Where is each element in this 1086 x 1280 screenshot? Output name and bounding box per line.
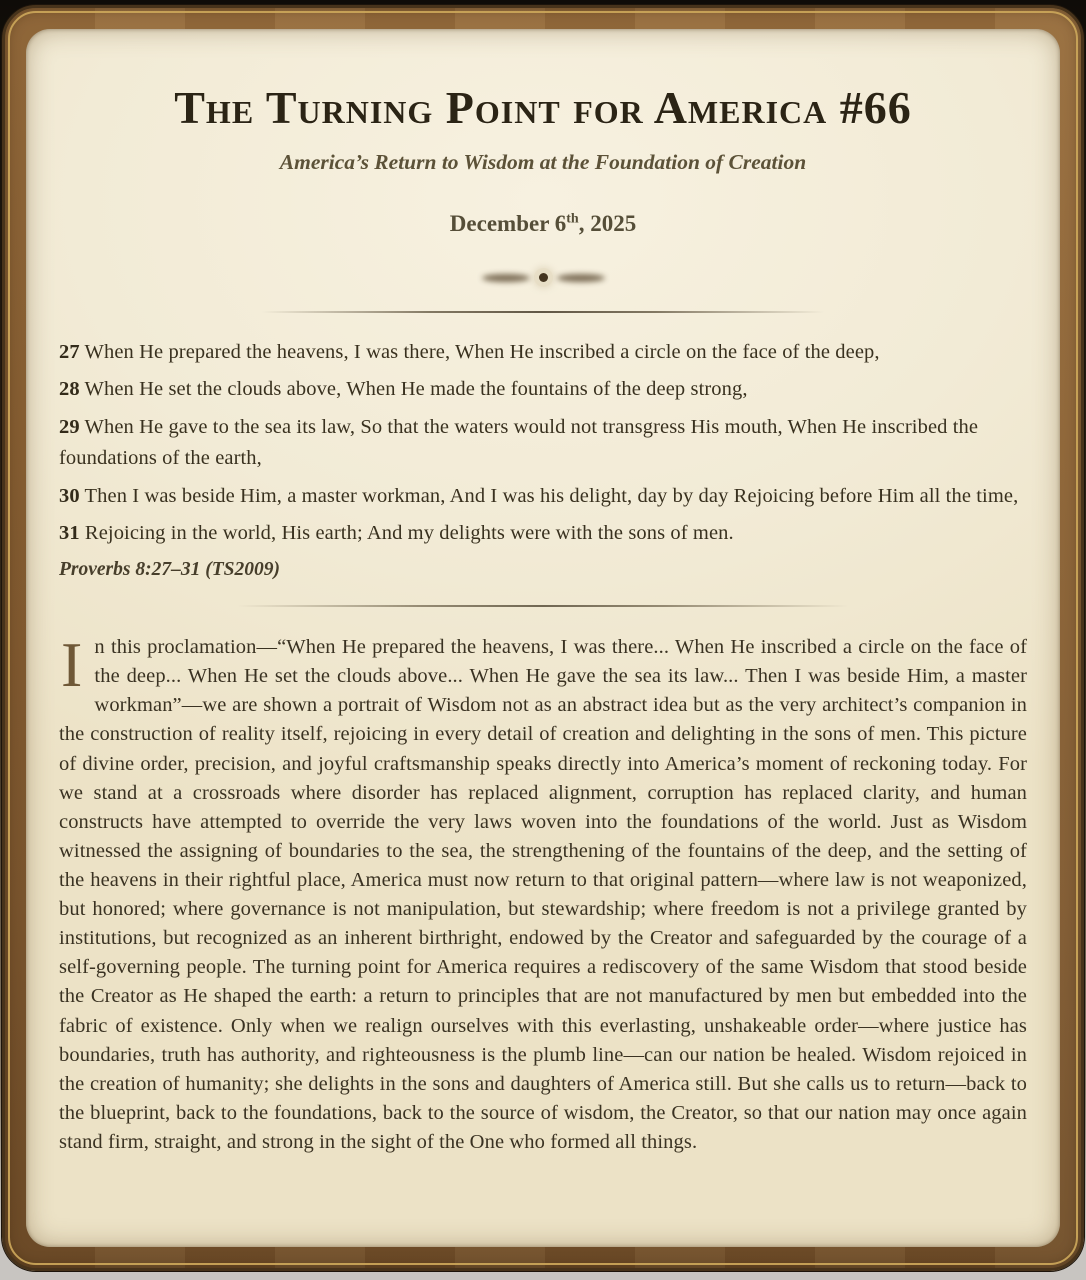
decorative-frame bbox=[2, 5, 1084, 1271]
date-ordinal-suffix: th bbox=[566, 210, 579, 226]
drop-cap: I bbox=[61, 629, 83, 701]
page-title: The Turning Point for America #66 bbox=[174, 82, 912, 133]
verse-number: 31 bbox=[59, 522, 80, 545]
verse-text: Then I was beside Him, a master workman, And I was his delight, day by day Rejoicing before Him all the time, bbox=[79, 484, 1019, 507]
verse-30 bbox=[59, 481, 1027, 512]
ornament-divider bbox=[59, 269, 1027, 287]
date-line bbox=[59, 211, 1027, 237]
scripture-block bbox=[59, 337, 1027, 582]
header-divider-line bbox=[262, 311, 823, 313]
verse-text: When He prepared the heavens, I was there, When He inscribed a circle on the face of the deep, bbox=[79, 340, 880, 363]
ornament-left-flourish-icon bbox=[482, 274, 530, 282]
verse-number: 28 bbox=[59, 378, 80, 401]
section-divider-line bbox=[238, 605, 848, 607]
verse-29 bbox=[59, 412, 1027, 474]
verse-text: Rejoicing in the world, His earth; And my delights were with the sons of men. bbox=[79, 522, 734, 545]
page-subtitle: America’s Return to Wisdom at the Foundation of Creation bbox=[279, 149, 807, 174]
parchment-panel bbox=[26, 29, 1060, 1247]
verse-28 bbox=[59, 374, 1027, 405]
commentary-paragraph bbox=[59, 629, 1027, 1157]
verse-text: When He gave to the sea its law, So that the waters would not transgress His mouth, When He inscribed the foundations of the earth, bbox=[59, 416, 979, 469]
verse-text: When He set the clouds above, When He made the fountains of the deep strong, bbox=[79, 378, 748, 401]
verse-number: 27 bbox=[59, 340, 80, 363]
verse-number: 30 bbox=[59, 484, 80, 507]
verse-31 bbox=[59, 518, 1027, 549]
verse-number: 29 bbox=[59, 416, 80, 439]
ornament-right-flourish-icon bbox=[557, 274, 605, 282]
date-suffix: , 2025 bbox=[578, 210, 637, 236]
scripture-reference: Proverbs 8:27–31 (TS2009) bbox=[59, 559, 280, 581]
ornament-center-dot-icon bbox=[539, 273, 548, 282]
date-prefix: December 6 bbox=[449, 210, 567, 236]
verse-27 bbox=[59, 337, 1027, 368]
commentary-text: n this proclamation—“When He prepared the heavens, I was there... When He inscribed a circle on the face of the deep... When He set the clouds above... When He gave the sea its law... Then I was beside Him, a master workman”—we are shown a portrait of Wisdom not as an abstract idea but as the very architect’s companion in the construction of reality itself, rejoicing in every detail of creation and delighting in the sons of men. This picture of divine order, precision, and joyful craftsmanship speaks directly into America’s moment of reckoning today. For we stand at a crossroads where disorder has replaced alignment, corruption has replaced clarity, and human constructs have attempted to override the very laws woven into the foundations of the world. Just as Wisdom witnessed the assigning of boundaries to the sea, the strengthening of the fountains of the deep, and the setting of the heavens in their rightful place, America must now return to that original pattern—where law is not weaponized, but honored; where governance is not manipulation, but stewardship; where freedom is not a privilege granted by institutions, but recognized as an inherent birthright, endowed by the Creator and safeguarded by the courage of a self-governing people. The turning point for America requires a rediscovery of the same Wisdom that stood beside the Creator as He shaped the earth: a return to principles that are not manufactured by men but embedded into the fabric of existence. Only when we realign ourselves with this everlasting, unshakeable order—where justice has boundaries, truth has authority, and righteousness is the plumb line—can our nation be healed. Wisdom rejoiced in the creation of humanity; she delights in the sons and daughters of America still. But she calls us to return—back to the blueprint, back to the foundations, back to the source of wisdom, the Creator, so that our nation may once again stand firm, straight, and strong in the sight of the One who formed all things. bbox=[59, 636, 1027, 1153]
